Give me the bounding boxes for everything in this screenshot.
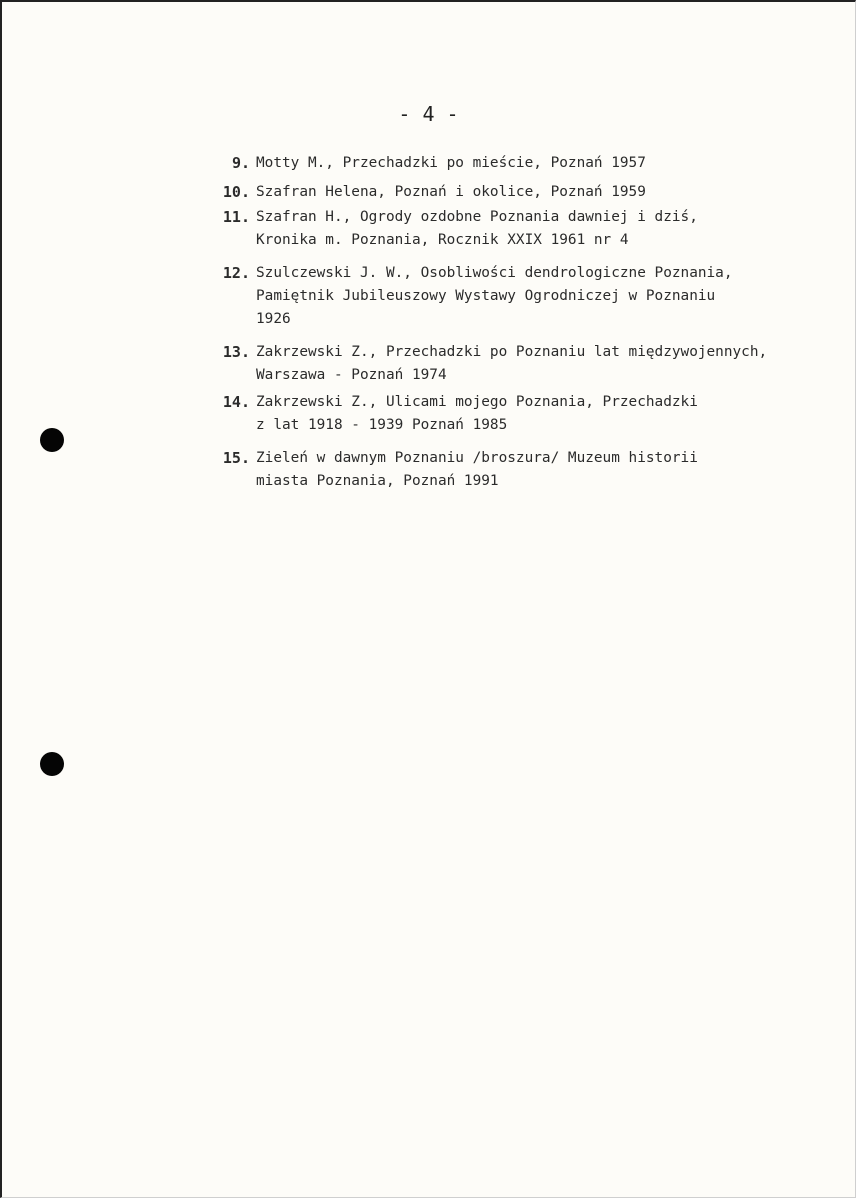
entry-line: 1926 xyxy=(256,311,291,327)
entry-line: Zakrzewski Z., Ulicami mojego Poznania, Przechadzki xyxy=(256,394,698,410)
entry-number: 10. xyxy=(222,183,250,201)
entry-line: Zakrzewski Z., Przechadzki po Poznaniu lat międzywojennych, xyxy=(256,344,768,360)
entry-number: 11. xyxy=(222,208,250,226)
entry-number: 15. xyxy=(222,449,250,467)
entry-line: Warszawa - Poznań 1974 xyxy=(256,367,447,383)
entry-number: 9. xyxy=(231,154,250,172)
bibliography-entry-9 xyxy=(214,152,854,175)
bibliography-entry-15 xyxy=(214,447,854,493)
entry-line: miasta Poznania, Poznań 1991 xyxy=(256,473,499,489)
entry-line: Szafran Helena, Poznań i okolice, Poznań 1959 xyxy=(256,184,646,200)
entry-number: 13. xyxy=(222,343,250,361)
entry-line: Kronika m. Poznania, Rocznik XXIX 1961 nr 4 xyxy=(256,232,629,248)
punch-hole-icon xyxy=(40,752,64,776)
bibliography-entry-12 xyxy=(214,262,854,331)
entry-number: 14. xyxy=(222,393,250,411)
bibliography-entry-10 xyxy=(214,181,854,204)
entry-line: Pamiętnik Jubileuszowy Wystawy Ogrodniczej w Poznaniu xyxy=(256,288,716,304)
punch-hole-icon xyxy=(40,428,64,452)
entry-line: Zieleń w dawnym Poznaniu /broszura/ Muzeum historii xyxy=(256,450,698,466)
entry-line: Szafran H., Ogrody ozdobne Poznania dawniej i dziś, xyxy=(256,209,698,225)
bibliography-entry-13 xyxy=(214,341,854,387)
bibliography-entry-11 xyxy=(214,206,854,252)
entry-line: z lat 1918 - 1939 Poznań 1985 xyxy=(256,417,508,433)
page-number: - 4 - xyxy=(398,102,459,126)
entry-line: Szulczewski J. W., Osobliwości dendrologiczne Poznania, xyxy=(256,265,733,281)
bibliography-entry-14 xyxy=(214,391,854,437)
entry-number: 12. xyxy=(222,264,250,282)
bibliography-list xyxy=(214,152,854,503)
entry-line: Motty M., Przechadzki po mieście, Poznań 1957 xyxy=(256,155,646,171)
